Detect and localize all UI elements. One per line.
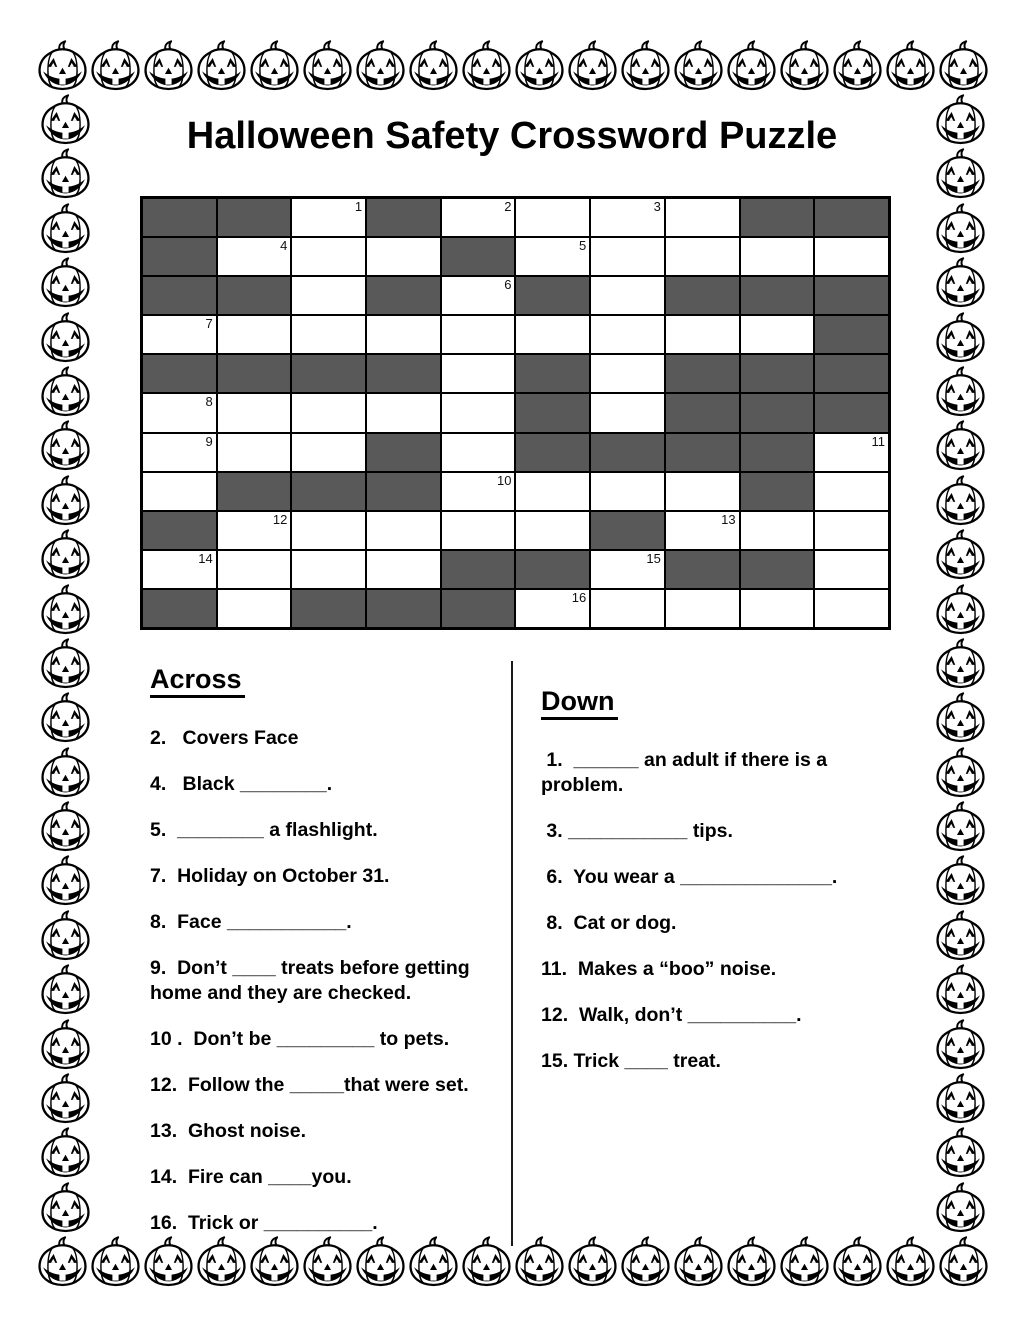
grid-cell-blocked	[142, 276, 217, 315]
grid-cell	[814, 550, 889, 589]
grid-cell	[217, 433, 292, 472]
jack-o-lantern-icon	[39, 148, 92, 200]
across-section	[150, 664, 522, 1257]
grid-cell	[814, 433, 889, 472]
jack-o-lantern-icon	[831, 1236, 884, 1288]
grid-cell	[217, 315, 292, 354]
grid-cell-blocked	[217, 354, 292, 393]
grid-cell-blocked	[740, 433, 815, 472]
jack-o-lantern-icon	[36, 1236, 89, 1288]
down-clue: 3. ___________ tips.	[541, 820, 733, 842]
grid-cell	[217, 589, 292, 628]
grid-cell-blocked	[740, 198, 815, 237]
jack-o-lantern-icon	[619, 40, 672, 92]
grid-cell-blocked	[740, 354, 815, 393]
grid-cell-blocked	[441, 237, 516, 276]
grid-cell-blocked	[814, 393, 889, 432]
jack-o-lantern-icon	[934, 1127, 987, 1179]
grid-cell	[217, 511, 292, 550]
grid-cell	[291, 550, 366, 589]
grid-cell	[814, 511, 889, 550]
jack-o-lantern-icon	[460, 40, 513, 92]
jack-o-lantern-icon	[725, 1236, 778, 1288]
grid-cell-blocked	[740, 276, 815, 315]
grid-cell-number: 11	[871, 433, 885, 449]
down-clue: 12. Walk, don’t __________.	[541, 1004, 802, 1026]
across-clue: 5. ________ a flashlight.	[150, 819, 378, 841]
jack-o-lantern-icon	[36, 40, 89, 92]
grid-cell-number: 6	[504, 277, 512, 293]
jack-o-lantern-icon	[39, 1073, 92, 1125]
grid-cell-blocked	[515, 393, 590, 432]
grid-cell	[441, 198, 516, 237]
grid-cell-blocked	[665, 276, 740, 315]
down-clue: 15. Trick ____ treat.	[541, 1050, 721, 1072]
grid-cell-blocked	[814, 315, 889, 354]
down-clue: 11. Makes a “boo” noise.	[541, 958, 777, 980]
jack-o-lantern-icon	[407, 40, 460, 92]
jack-o-lantern-icon	[672, 40, 725, 92]
grid-cell-number: 7	[205, 316, 213, 332]
across-clue: 13. Ghost noise.	[150, 1120, 307, 1142]
grid-cell-number: 1	[354, 199, 363, 214]
grid-cell	[366, 550, 441, 589]
jack-o-lantern-icon	[934, 529, 987, 581]
grid-cell	[814, 472, 889, 511]
grid-cell	[515, 198, 590, 237]
jack-o-lantern-icon	[934, 1182, 987, 1234]
jack-o-lantern-icon	[778, 40, 831, 92]
jack-o-lantern-icon	[934, 964, 987, 1016]
jack-o-lantern-icon	[934, 910, 987, 962]
grid-cell-blocked	[366, 354, 441, 393]
grid-cell	[291, 393, 366, 432]
jack-o-lantern-icon	[39, 910, 92, 962]
jack-o-lantern-icon	[884, 1236, 937, 1288]
grid-cell	[441, 276, 516, 315]
grid-cell-blocked	[814, 198, 889, 237]
grid-cell	[590, 315, 665, 354]
jack-o-lantern-icon	[39, 1127, 92, 1179]
grid-cell	[441, 433, 516, 472]
grid-cell-blocked	[665, 550, 740, 589]
grid-cell	[441, 472, 516, 511]
grid-cell	[291, 276, 366, 315]
jack-o-lantern-icon	[39, 312, 92, 364]
grid-cell	[366, 511, 441, 550]
jack-o-lantern-icon	[89, 1236, 142, 1288]
jack-o-lantern-icon	[39, 584, 92, 636]
grid-cell	[291, 433, 366, 472]
grid-cell-number: 8	[205, 394, 213, 410]
grid-cell-blocked	[291, 589, 366, 628]
grid-cell	[665, 472, 740, 511]
grid-cell	[291, 511, 366, 550]
jack-o-lantern-icon	[39, 747, 92, 799]
grid-cell	[217, 237, 292, 276]
jack-o-lantern-icon	[39, 1019, 92, 1071]
grid-cell-blocked	[142, 237, 217, 276]
grid-cell	[515, 315, 590, 354]
jack-o-lantern-icon	[884, 40, 937, 92]
jack-o-lantern-icon	[354, 40, 407, 92]
grid-cell-blocked	[142, 198, 217, 237]
grid-cell	[515, 511, 590, 550]
grid-cell-number: 4	[280, 238, 288, 254]
pumpkin-border-right	[932, 94, 988, 1234]
grid-cell	[515, 472, 590, 511]
grid-cell-number: 14	[198, 550, 213, 566]
jack-o-lantern-icon	[39, 420, 92, 472]
grid-cell	[441, 511, 516, 550]
down-clue: 8. Cat or dog.	[541, 912, 677, 934]
grid-cell-number: 5	[578, 238, 587, 254]
grid-cell-blocked	[590, 511, 665, 550]
across-clue: 9. Don’t ____ treats before getting home and they are checked.	[150, 957, 476, 1004]
grid-cell	[590, 393, 665, 432]
across-heading: Across	[150, 664, 245, 698]
jack-o-lantern-icon	[778, 1236, 831, 1288]
grid-cell	[590, 550, 665, 589]
jack-o-lantern-icon	[39, 257, 92, 309]
grid-cell-blocked	[366, 433, 441, 472]
grid-cell-blocked	[291, 354, 366, 393]
down-clue: 1. ______ an adult if there is a problem.	[541, 749, 833, 796]
across-clue: 4. Black ________.	[150, 773, 333, 795]
grid-cell-number: 10	[497, 472, 512, 488]
grid-cell	[590, 472, 665, 511]
grid-cell-blocked	[366, 276, 441, 315]
grid-cell	[291, 315, 366, 354]
grid-cell	[441, 393, 516, 432]
grid-cell	[366, 393, 441, 432]
column-divider	[511, 661, 513, 1246]
grid-cell-number: 12	[272, 511, 288, 527]
grid-cell-blocked	[814, 354, 889, 393]
jack-o-lantern-icon	[39, 855, 92, 907]
grid-cell-blocked	[142, 354, 217, 393]
jack-o-lantern-icon	[89, 40, 142, 92]
across-clue: 16. Trick or __________.	[150, 1212, 378, 1234]
grid-cell-blocked	[217, 198, 292, 237]
grid-cell-blocked	[590, 433, 665, 472]
grid-cell-number: 9	[205, 433, 213, 449]
jack-o-lantern-icon	[934, 257, 987, 309]
jack-o-lantern-icon	[39, 638, 92, 690]
jack-o-lantern-icon	[934, 692, 987, 744]
jack-o-lantern-icon	[934, 420, 987, 472]
jack-o-lantern-icon	[934, 366, 987, 418]
grid-cell-blocked	[142, 589, 217, 628]
down-section	[541, 686, 883, 1095]
down-heading: Down	[541, 686, 618, 720]
grid-cell	[740, 315, 815, 354]
jack-o-lantern-icon	[934, 148, 987, 200]
jack-o-lantern-icon	[39, 203, 92, 255]
jack-o-lantern-icon	[39, 475, 92, 527]
jack-o-lantern-icon	[39, 964, 92, 1016]
grid-cell	[665, 198, 740, 237]
grid-cell-blocked	[366, 472, 441, 511]
jack-o-lantern-icon	[725, 40, 778, 92]
grid-cell	[142, 315, 217, 354]
jack-o-lantern-icon	[301, 40, 354, 92]
across-clue: 2. Covers Face	[150, 727, 299, 749]
grid-cell-blocked	[740, 393, 815, 432]
jack-o-lantern-icon	[934, 747, 987, 799]
grid-cell	[590, 237, 665, 276]
grid-cell-blocked	[441, 589, 516, 628]
grid-cell-number: 13	[721, 511, 736, 527]
grid-cell	[366, 237, 441, 276]
grid-cell	[590, 589, 665, 628]
grid-cell-blocked	[665, 433, 740, 472]
jack-o-lantern-icon	[39, 529, 92, 581]
jack-o-lantern-icon	[934, 801, 987, 853]
grid-cell-blocked	[814, 276, 889, 315]
grid-cell	[814, 589, 889, 628]
grid-cell-blocked	[217, 276, 292, 315]
jack-o-lantern-icon	[142, 40, 195, 92]
grid-cell	[217, 393, 292, 432]
grid-cell	[814, 237, 889, 276]
grid-cell	[142, 472, 217, 511]
grid-cell	[441, 315, 516, 354]
grid-cell	[740, 589, 815, 628]
crossword-grid	[140, 196, 891, 630]
across-clue: 12. Follow the _____that were set.	[150, 1074, 469, 1096]
down-clue: 6. You wear a ______________.	[541, 866, 838, 888]
jack-o-lantern-icon	[619, 1236, 672, 1288]
grid-cell	[740, 511, 815, 550]
grid-cell-number: 16	[571, 589, 587, 605]
grid-cell-blocked	[291, 472, 366, 511]
grid-cell	[291, 237, 366, 276]
grid-cell-blocked	[665, 354, 740, 393]
jack-o-lantern-icon	[513, 40, 566, 92]
grid-cell	[665, 589, 740, 628]
grid-cell	[740, 237, 815, 276]
jack-o-lantern-icon	[39, 1182, 92, 1234]
grid-cell	[590, 276, 665, 315]
across-clue: 14. Fire can ____you.	[150, 1166, 352, 1188]
grid-cell	[665, 315, 740, 354]
jack-o-lantern-icon	[39, 692, 92, 744]
jack-o-lantern-icon	[937, 40, 990, 92]
jack-o-lantern-icon	[934, 312, 987, 364]
jack-o-lantern-icon	[934, 638, 987, 690]
jack-o-lantern-icon	[934, 855, 987, 907]
grid-cell-blocked	[515, 354, 590, 393]
jack-o-lantern-icon	[937, 1236, 990, 1288]
grid-cell-blocked	[515, 276, 590, 315]
grid-cell	[142, 433, 217, 472]
grid-cell-blocked	[515, 433, 590, 472]
jack-o-lantern-icon	[934, 584, 987, 636]
jack-o-lantern-icon	[934, 475, 987, 527]
jack-o-lantern-icon	[39, 801, 92, 853]
jack-o-lantern-icon	[566, 1236, 619, 1288]
grid-cell	[515, 589, 590, 628]
jack-o-lantern-icon	[672, 1236, 725, 1288]
jack-o-lantern-icon	[195, 40, 248, 92]
grid-cell	[665, 237, 740, 276]
pumpkin-border-top	[36, 40, 988, 93]
grid-cell	[142, 550, 217, 589]
grid-cell	[366, 315, 441, 354]
grid-cell	[590, 354, 665, 393]
grid-cell-blocked	[740, 472, 815, 511]
grid-cell-blocked	[366, 198, 441, 237]
grid-cell-blocked	[217, 472, 292, 511]
grid-cell-blocked	[515, 550, 590, 589]
jack-o-lantern-icon	[934, 1073, 987, 1125]
grid-cell-number: 2	[504, 199, 512, 214]
grid-cell	[142, 393, 217, 432]
jack-o-lantern-icon	[566, 40, 619, 92]
jack-o-lantern-icon	[248, 40, 301, 92]
jack-o-lantern-icon	[831, 40, 884, 92]
across-clue: 8. Face ___________.	[150, 911, 352, 933]
pumpkin-border-left	[37, 94, 93, 1234]
grid-cell-number: 15	[646, 550, 661, 566]
grid-cell	[217, 550, 292, 589]
page-title: Halloween Safety Crossword Puzzle	[186, 115, 838, 157]
jack-o-lantern-icon	[934, 203, 987, 255]
across-clue: 7. Holiday on October 31.	[150, 865, 390, 887]
grid-cell-blocked	[665, 393, 740, 432]
grid-cell-blocked	[142, 511, 217, 550]
across-clue: 10 . Don’t be _________ to pets.	[150, 1028, 450, 1050]
grid-cell	[291, 198, 366, 237]
grid-cell	[441, 354, 516, 393]
grid-cell	[590, 198, 665, 237]
grid-cell	[665, 511, 740, 550]
grid-cell-blocked	[441, 550, 516, 589]
grid-cell-number: 3	[653, 199, 661, 214]
grid-cell-blocked	[740, 550, 815, 589]
grid-cell	[515, 237, 590, 276]
jack-o-lantern-icon	[934, 1019, 987, 1071]
jack-o-lantern-icon	[39, 366, 92, 418]
grid-cell-blocked	[366, 589, 441, 628]
